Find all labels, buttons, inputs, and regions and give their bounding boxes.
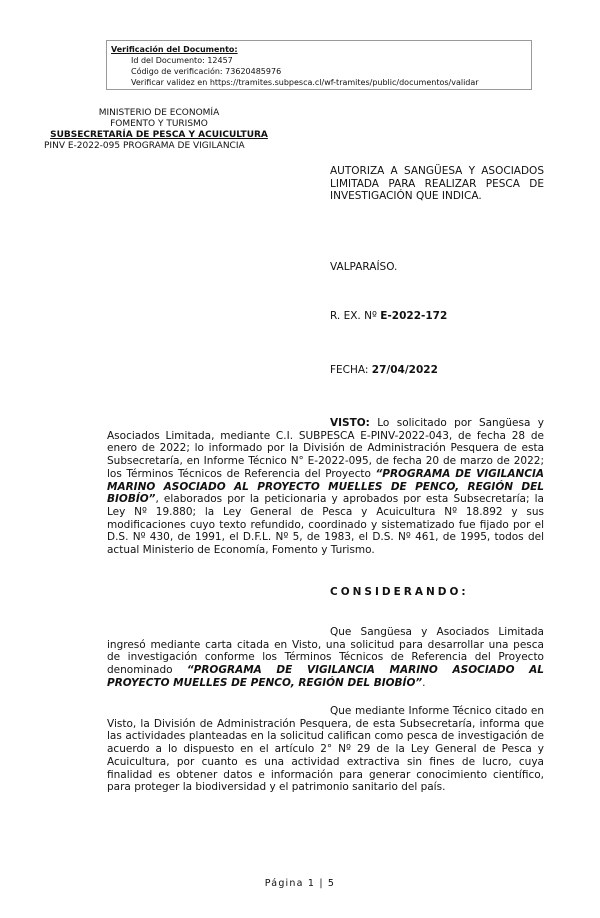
verification-box — [106, 40, 532, 90]
visto-text-continued: , elaborados por la peticionaria y aprobados por esta Subsecretaría; la Ley Nº 19.880; la Ley General de Pesca y Acuicultura Nº 18.892 y sus modificaciones cuyo texto refundido, coordinado y sistematizado fue fijado por el D.S. Nº 430, de 1991, el D.F.L. Nº 5, de 1983, el D.S. Nº 461, de 1995, todos del actual Ministerio de Economía, Fomento y Turismo. — [107, 493, 544, 557]
resolution-number — [330, 310, 447, 323]
page-number: Página 1 | 5 — [264, 878, 336, 889]
visto-text: Lo solicitado por Sangüesa y Asociados Limitada, mediante C.I. SUBPESCA E-PINV-2022-043, de fecha 28 de enero de 2022; lo informado por la División de Administración Pesquera de esta Subsecretaría, en Informe Técnico N° E-2022-095, de fecha 20 de marzo de 2022; los Términos Técnicos de Referencia del Proyecto — [107, 417, 544, 480]
document-reference: PINV E-2022-095 PROGRAMA DE VIGILANCIA — [44, 141, 245, 151]
considerando-1-end: . — [422, 676, 426, 689]
ministry-header — [30, 108, 288, 152]
considerando-2-text: Que mediante Informe Técnico citado en Visto, la División de Administración Pesquera, de esta Subsecretaría, informa que las actividades planteadas en la solicitud califican como pesca de investigación de acuerdo a lo dispuesto en el artículo 2° Nº 29 de la Ley General de Pesca y Acuicultura, por cuanto es una actividad extractiva sin fines de lucro, cuya finalidad es obtener datos e información para generar conocimiento científico, para proteger la biodiversidad y el patrimonio sanitario del país. — [107, 705, 544, 794]
date-value: 27/04/2022 — [371, 364, 438, 376]
verification-code: • Código de verificación: 73620485976 — [131, 66, 531, 77]
city: VALPARAÍSO. — [330, 261, 398, 273]
considerando-paragraph-2 — [107, 705, 544, 794]
document-id: • Id del Documento: 12457 — [131, 55, 531, 66]
visto-label: VISTO: — [330, 417, 370, 429]
date-prefix: FECHA: — [330, 364, 372, 376]
ministry-name-line2: FOMENTO Y TURISMO — [110, 119, 208, 129]
considerando-heading: CONSIDERANDO: — [330, 586, 469, 598]
resolution-id: E-2022-172 — [380, 310, 448, 322]
verification-url[interactable]: • Verificar validez en https://tramites.subpesca.cl/wf-tramites/public/documentos/validar — [131, 77, 531, 88]
verification-title: Verificación del Documento: — [111, 45, 238, 54]
resolution-subject: AUTORIZA A SANGÜESA Y ASOCIADOS LIMITADA PARA REALIZAR PESCA DE INVESTIGACIÓN QUE INDICA. — [330, 165, 544, 202]
visto-project: “PROGRAMA DE VIGILANCIA MARINO ASOCIADO AL PROYECTO MUELLES DE PENCO, REGIÓN DEL BIOBÍO” — [107, 467, 544, 506]
considerando-paragraph-1 — [107, 626, 544, 690]
resolution-date — [330, 364, 438, 377]
subsecretaria-name: SUBSECRETARÍA DE PESCA Y ACUICULTURA — [50, 130, 268, 140]
considerando-1-project: “PROGRAMA DE VIGILANCIA MARINO ASOCIADO AL PROYECTO MUELLES DE PENCO, REGIÓN DEL BIOBÍO” — [107, 664, 544, 689]
considerando-1-text: Que Sangüesa y Asociados Limitada ingresó mediante carta citada en Visto, una solicitud para desarrollar una pesca de investigación conforme los Términos Técnicos de Referencia del Proyecto denominado — [107, 626, 544, 677]
ministry-name: MINISTERIO DE ECONOMÍA — [98, 108, 220, 118]
resolution-prefix: R. EX. Nº — [330, 310, 381, 322]
visto-paragraph — [107, 417, 544, 557]
verification-list — [111, 55, 531, 88]
